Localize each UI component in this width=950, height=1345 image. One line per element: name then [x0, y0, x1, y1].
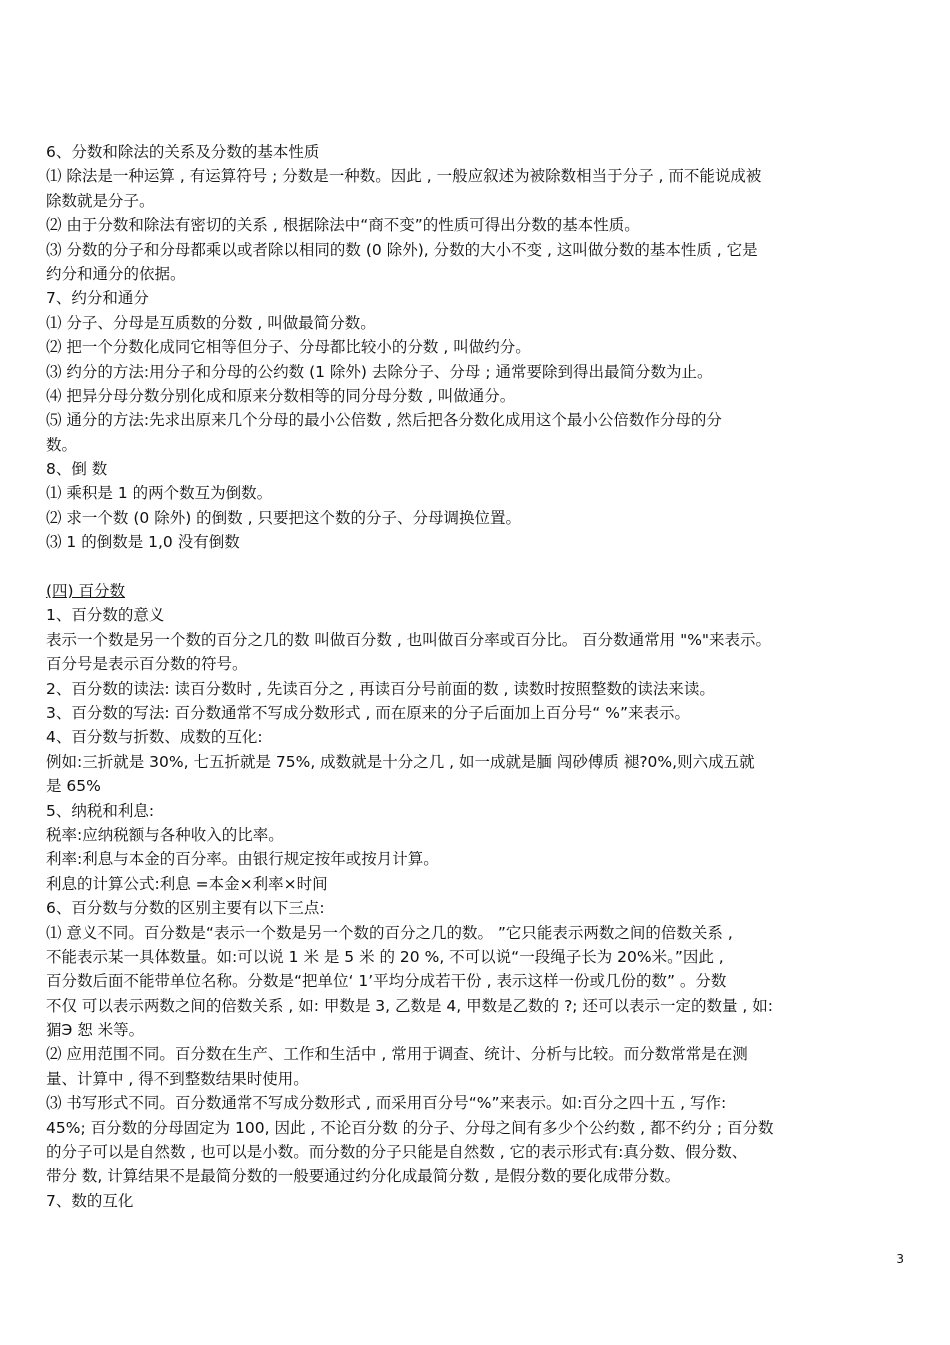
- paragraph-line: 3、百分数的写法: 百分数通常不写成分数形式 , 而在原来的分子后面加上百分号“ %”来表示。: [46, 703, 691, 722]
- chapter-heading: (四) 百分数: [46, 582, 126, 601]
- paragraph-line: 不能表示某一具体数量。如:可以说 1 米 是 5 米 的 20 %, 不可以说“一段绳子长为 20%米。”因此 ,: [46, 947, 724, 966]
- paragraph-line: 45%; 百分数的分母固定为 100, 因此 , 不论百分数 的分子、分母之间有多少个公约数 , 都不约分 ; 百分数: [46, 1118, 774, 1137]
- paragraph-line: ⑶ 分数的分子和分母都乘以或者除以相同的数 (0 除外), 分数的大小不变 , 这叫做分数的基本性质 , 它是: [46, 240, 758, 259]
- paragraph-line: 量、计算中 , 得不到整数结果时使用。: [46, 1069, 309, 1088]
- paragraph-line: 不仅 可以表示两数之间的倍数关系 , 如: 甲数是 3, 乙数是 4, 甲数是乙数的 ?; 还可以表示一定的数量 , 如:: [46, 996, 773, 1015]
- paragraph-line: 百分号是表示百分数的符号。: [46, 655, 248, 674]
- paragraph-line: 百分数后面不能带单位名称。分数是“把单位‘ 1’平均分成若干份 , 表示这样一份或几份的数” 。分数: [46, 972, 727, 991]
- paragraph-line: ⑴ 乘积是 1 的两个数互为倒数。: [46, 484, 273, 503]
- section-heading: 4、百分数与折数、成数的互化:: [46, 728, 263, 747]
- paragraph-line: ⑵ 把一个分数化成同它相等但分子、分母都比较小的分数 , 叫做约分。: [46, 338, 531, 357]
- paragraph-line: 的分子可以是自然数 , 也可以是小数。而分数的分子只能是自然数 , 它的表示形式有:真分数、假分数、: [46, 1143, 748, 1162]
- paragraph-line: 2、百分数的读法: 读百分数时 , 先读百分之 , 再读百分号前面的数 , 读数时按照整数的读法来读。: [46, 679, 715, 698]
- paragraph-line: 利率:利息与本金的百分率。由银行规定按年或按月计算。: [46, 850, 439, 869]
- paragraph-line: ⑵ 应用范围不同。百分数在生产、工作和生活中 , 常用于调查、统计、分析与比较。而分数常常是在测: [46, 1045, 748, 1064]
- paragraph-line: ⑴ 意义不同。百分数是“表示一个数是另一个数的百分之几的数。 ”它只能表示两数之间的倍数关系 ,: [46, 923, 733, 942]
- page-number: 3: [896, 1252, 904, 1266]
- paragraph-line: 约分和通分的依据。: [46, 264, 186, 283]
- paragraph-line: 表示一个数是另一个数的百分之几的数 叫做百分数 , 也叫做百分率或百分比。 百分数通常用 "%"来表示。: [46, 630, 772, 649]
- paragraph-line: ⑶ 约分的方法:用分子和分母的公约数 (1 除外) 去除分子、分母 ; 通常要除到得出最简分数为止。: [46, 362, 713, 381]
- paragraph-line: ⑴ 除法是一种运算 , 有运算符号 ; 分数是一种数。因此 , 一般应叙述为被除数相当于分子 , 而不能说成被: [46, 167, 762, 186]
- paragraph-line: 数。: [46, 435, 78, 454]
- section-heading: 5、纳税和利息:: [46, 801, 155, 820]
- paragraph-line: ⑶ 书写形式不同。百分数通常不写成分数形式 , 而采用百分号“%”来表示。如:百分之四十五 , 写作:: [46, 1094, 727, 1113]
- document-page: [46, 140, 908, 1213]
- paragraph-line: 猸Э 恕 米等。: [46, 1021, 145, 1040]
- paragraph-line: 例如:三折就是 30%, 七五折就是 75%, 成数就是十分之几 , 如一成就是腼 闯砂傅质 褪?0%,则六成五就: [46, 752, 755, 771]
- paragraph-line: ⑴ 分子、分母是互质数的分数 , 叫做最简分数。: [46, 313, 376, 332]
- paragraph-line: 税率:应纳税额与各种收入的比率。: [46, 825, 284, 844]
- paragraph-line: ⑸ 通分的方法:先求出原来几个分母的最小公倍数 , 然后把各分数化成用这个最小公倍数作分母的分: [46, 411, 722, 430]
- paragraph-line: ⑵ 由于分数和除法有密切的关系 , 根据除法中“商不变”的性质可得出分数的基本性质。: [46, 216, 640, 235]
- paragraph-line: ⑷ 把异分母分数分别化成和原来分数相等的同分母分数 , 叫做通分。: [46, 386, 516, 405]
- paragraph-line: 除数就是分子。: [46, 191, 155, 210]
- section-heading: 1、百分数的意义: [46, 606, 165, 625]
- paragraph-line: 是 65%: [46, 777, 101, 796]
- section-heading: 7、约分和通分: [46, 289, 149, 308]
- blank-line: [46, 555, 908, 579]
- paragraph-line: ⑶ 1 的倒数是 1,0 没有倒数: [46, 533, 240, 552]
- section-heading: 8、倒 数: [46, 460, 108, 479]
- section-heading: 6、百分数与分数的区别主要有以下三点:: [46, 899, 325, 918]
- section-heading: 6、分数和除法的关系及分数的基本性质: [46, 143, 320, 161]
- paragraph-line: ⑵ 求一个数 (0 除外) 的倒数 , 只要把这个数的分子、分母调换位置。: [46, 508, 521, 527]
- paragraph-line: 利息的计算公式:利息 =本金×利率×时间: [46, 874, 328, 893]
- paragraph-line: 带分 数, 计算结果不是最简分数的一般要通过约分化成最简分数 , 是假分数的要化成带分数。: [46, 1167, 681, 1186]
- section-heading: 7、数的互化: [46, 1191, 134, 1210]
